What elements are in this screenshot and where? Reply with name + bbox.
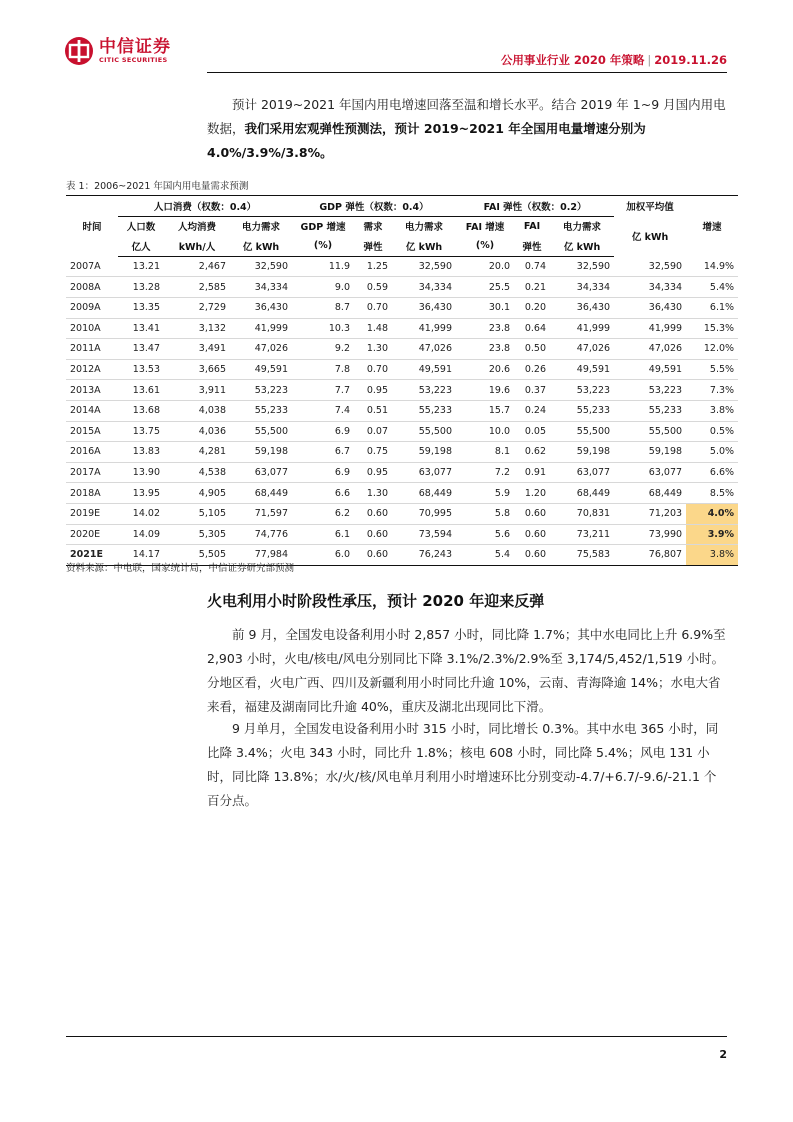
table-cell: 47,026 [392,339,456,360]
header-weighted: 加权平均值 [614,196,686,217]
table-cell: 55,233 [550,400,614,421]
row-year: 2020E [66,524,118,545]
table-cell: 8.1 [456,442,514,463]
table-cell: 3,491 [164,339,230,360]
table-cell: 0.60 [514,524,550,545]
table-cell: 0.60 [514,503,550,524]
table-row [66,462,738,483]
table-cell: 3,665 [164,359,230,380]
table-cell: 13.21 [118,256,164,277]
logo-english-name: CITIC SECURITIES [99,56,168,64]
header-fai: FAI 弹性（权数：0.2） [456,196,614,217]
unit-label: (%) [292,236,354,256]
row-year: 2010A [66,318,118,339]
table-cell: 5,505 [164,545,230,566]
table-cell: 4,281 [164,442,230,463]
table-cell: 70,831 [550,503,614,524]
table-cell: 7.8 [292,359,354,380]
report-date: 2019.11.26 [654,53,727,67]
citic-logo [64,36,171,66]
table-cell: 1.30 [354,339,392,360]
table-cell: 0.60 [354,545,392,566]
table-cell: 4,538 [164,462,230,483]
unit-label: 弹性 [354,236,392,256]
header-population: 人口消费（权数：0.4） [118,196,292,217]
table-cell: 0.91 [514,462,550,483]
table-cell: 0.70 [354,297,392,318]
table-cell: 15.7 [456,400,514,421]
table-cell: 1.20 [514,483,550,504]
table-cell: 0.50 [514,339,550,360]
unit-label: 弹性 [514,236,550,256]
table-cell: 32,590 [392,256,456,277]
table-cell: 0.05 [514,421,550,442]
table-cell: 13.53 [118,359,164,380]
table-cell: 19.6 [456,380,514,401]
table-cell: 7.7 [292,380,354,401]
table-row [66,483,738,504]
table-cell: 3,132 [164,318,230,339]
table-cell: 77,984 [230,545,292,566]
table-cell: 71,597 [230,503,292,524]
table-cell: 2,585 [164,277,230,298]
row-year: 2018A [66,483,118,504]
header-time: 时间 [66,196,118,257]
table-cell: 49,591 [614,359,686,380]
unit-label: 亿 kWh [392,236,456,256]
table-cell: 36,430 [230,297,292,318]
intro-forecast-bold: 我们采用宏观弹性预测法，预计 2019~2021 年全国用电量增速分别为 4.0%/3.9%/3.8%。 [207,121,646,160]
table-cell: 55,500 [550,421,614,442]
unit-label: 亿人 [118,236,164,256]
table-cell: 5.4 [456,545,514,566]
table-cell: 55,233 [230,400,292,421]
row-year: 2007A [66,256,118,277]
subheader: FAI [523,220,541,232]
subheader: 需求 [363,222,383,234]
table-cell: 34,334 [230,277,292,298]
table-cell: 73,990 [614,524,686,545]
row-year: 2015A [66,421,118,442]
table-cell: 1.25 [354,256,392,277]
table-cell: 4,905 [164,483,230,504]
table-cell: 0.37 [514,380,550,401]
table-row [66,442,738,463]
table-cell: 47,026 [550,339,614,360]
table-cell: 0.5% [686,421,738,442]
table-cell: 34,334 [392,277,456,298]
table-cell: 13.83 [118,442,164,463]
table-cell: 1.30 [354,483,392,504]
table-cell: 5.6 [456,524,514,545]
table-cell: 53,223 [614,380,686,401]
row-year: 2009A [66,297,118,318]
table-cell: 0.75 [354,442,392,463]
page-number: 2 [719,1048,727,1061]
table-cell: 6.0 [292,545,354,566]
table-cell: 36,430 [550,297,614,318]
table-cell: 6.2 [292,503,354,524]
table-cell: 13.75 [118,421,164,442]
table-cell: 5.8 [456,503,514,524]
unit-label: 亿 kWh [631,232,669,244]
table-cell: 3.8% [686,545,738,566]
table-cell: 68,449 [614,483,686,504]
table-cell: 5,105 [164,503,230,524]
table-cell: 0.60 [354,503,392,524]
table-row [66,503,738,524]
unit-label: kWh/人 [164,236,230,256]
table-cell: 13.68 [118,400,164,421]
citic-logo-icon [64,36,94,66]
table-cell: 1.48 [354,318,392,339]
table-cell: 25.5 [456,277,514,298]
table-cell: 47,026 [614,339,686,360]
table-cell: 32,590 [230,256,292,277]
logo-chinese-name: 中信证券 [99,37,171,57]
table-cell: 59,198 [230,442,292,463]
table-cell: 14.02 [118,503,164,524]
table-cell: 0.26 [514,359,550,380]
table-cell: 14.09 [118,524,164,545]
subheader: 人口数 [126,222,156,234]
table-cell: 13.61 [118,380,164,401]
table-row [66,421,738,442]
table-cell: 53,223 [392,380,456,401]
demand-forecast-table [66,195,738,566]
table-cell: 8.5% [686,483,738,504]
row-year: 2014A [66,400,118,421]
table-cell: 75,583 [550,545,614,566]
table-cell: 71,203 [614,503,686,524]
subheader: 电力需求 [563,222,602,234]
table-cell: 63,077 [230,462,292,483]
table-cell: 0.64 [514,318,550,339]
row-year: 2019E [66,503,118,524]
table-cell: 49,591 [230,359,292,380]
table-cell: 68,449 [230,483,292,504]
table-cell: 55,233 [614,400,686,421]
paragraph-september-utilization: 9 月单月，全国发电设备利用小时 315 小时，同比增长 0.3%。其中水电 365 小时，同比降 3.4%；火电 343 小时，同比升 1.8%；核电 608 小时，同比降 5.4%；风电 131 小时，同比降 13.8%；水/火/核/风电单月利用小时增速环比分别变动-4.7/+6.7/-9.6/-21.1 个百分点。 [207,721,719,808]
table-cell: 74,776 [230,524,292,545]
table-title: 表 1：2006~2021 年国内用电量需求预测 [66,181,249,192]
table-cell: 13.41 [118,318,164,339]
intro-paragraph [207,93,727,165]
table-cell: 0.60 [354,524,392,545]
table-cell: 13.47 [118,339,164,360]
table-cell: 3.8% [686,400,738,421]
table-cell: 76,807 [614,545,686,566]
table-cell: 10.3 [292,318,354,339]
intro-text: 预计 2019~2021 年国内用电增速回落至温和增长水平。结合 2019 年 1~9 月国内用电数据， [207,97,726,136]
table-cell: 0.20 [514,297,550,318]
table-cell: 3.9% [686,524,738,545]
table-cell: 68,449 [550,483,614,504]
table-cell: 34,334 [614,277,686,298]
table-cell: 30.1 [456,297,514,318]
paragraph-ytd-utilization: 前 9 月，全国发电设备利用小时 2,857 小时，同比降 1.7%；其中水电同比上升 6.9%至 2,903 小时，火电/核电/风电分别同比下降 3.1%/2.3%/2.9%至 3,174/5,452/1,519 小时。分地区看，火电广西、四川及新疆利用小时同比升逾 10%，云南、青海降逾 14%；水电大省来看，福建及湖南同比升逾 40%，重庆及湖北出现同比下滑。 [207,627,726,714]
table-cell: 59,198 [614,442,686,463]
table-cell: 63,077 [550,462,614,483]
table-cell: 41,999 [614,318,686,339]
table-cell: 13.95 [118,483,164,504]
table-cell: 14.9% [686,256,738,277]
table-row [66,297,738,318]
table-cell: 6.7 [292,442,354,463]
table-cell: 0.21 [514,277,550,298]
report-header [501,52,727,68]
table-cell: 7.4 [292,400,354,421]
table-cell: 76,243 [392,545,456,566]
table-cell: 2,467 [164,256,230,277]
table-cell: 32,590 [550,256,614,277]
table-row [66,400,738,421]
table-cell: 5.0% [686,442,738,463]
table-row [66,256,738,277]
table-cell: 36,430 [392,297,456,318]
table-cell: 47,026 [230,339,292,360]
table-cell: 55,500 [230,421,292,442]
table-cell: 32,590 [614,256,686,277]
table-cell: 0.07 [354,421,392,442]
table-cell: 6.9 [292,421,354,442]
header-growth: 增速 [686,196,738,257]
table-cell: 13.35 [118,297,164,318]
table-cell: 13.90 [118,462,164,483]
table-row [66,339,738,360]
table-cell: 2,729 [164,297,230,318]
table-row [66,380,738,401]
table-cell: 7.3% [686,380,738,401]
row-year: 2021E [66,545,118,566]
row-year: 2013A [66,380,118,401]
table-cell: 55,500 [392,421,456,442]
table-cell: 49,591 [550,359,614,380]
row-year: 2016A [66,442,118,463]
unit-label: 亿 kWh [550,236,614,256]
table-cell: 36,430 [614,297,686,318]
table-cell: 12.0% [686,339,738,360]
table-cell: 59,198 [392,442,456,463]
table-cell: 4.0% [686,503,738,524]
table-cell: 53,223 [230,380,292,401]
subheader: 电力需求 [405,222,444,234]
table-cell: 55,233 [392,400,456,421]
table-cell: 11.9 [292,256,354,277]
table-row [66,359,738,380]
table-cell: 0.51 [354,400,392,421]
table-cell: 41,999 [550,318,614,339]
unit-label: 亿 kWh [230,236,292,256]
table-cell: 0.59 [354,277,392,298]
table-cell: 63,077 [392,462,456,483]
table-cell: 14.17 [118,545,164,566]
table-cell: 20.6 [456,359,514,380]
table-cell: 9.0 [292,277,354,298]
table-cell: 59,198 [550,442,614,463]
table-cell: 3,911 [164,380,230,401]
table-cell: 0.70 [354,359,392,380]
table-source: 资料来源：中电联，国家统计局，中信证券研究部预测 [66,563,295,574]
table-cell: 6.6 [292,483,354,504]
table-cell: 6.1% [686,297,738,318]
table-cell: 5.5% [686,359,738,380]
table-cell: 23.8 [456,339,514,360]
report-title: 公用事业行业 2020 年策略 [500,53,645,67]
table-cell: 41,999 [230,318,292,339]
table-body [66,256,738,565]
row-year: 2008A [66,277,118,298]
table-cell: 5.4% [686,277,738,298]
table-cell: 20.0 [456,256,514,277]
table-cell: 73,211 [550,524,614,545]
table-row [66,318,738,339]
table-cell: 0.24 [514,400,550,421]
row-year: 2012A [66,359,118,380]
section-heading: 火电利用小时阶段性承压，预计 2020 年迎来反弹 [207,592,545,610]
header-separator: | [647,53,652,67]
table-cell: 4,036 [164,421,230,442]
table-cell: 5.9 [456,483,514,504]
table-cell: 13.28 [118,277,164,298]
table-cell: 5,305 [164,524,230,545]
table-cell: 49,591 [392,359,456,380]
table-row [66,277,738,298]
table-cell: 6.6% [686,462,738,483]
table-cell: 70,995 [392,503,456,524]
table-cell: 15.3% [686,318,738,339]
table-cell: 6.9 [292,462,354,483]
header-gdp: GDP 弹性（权数：0.4） [292,196,456,217]
table-cell: 23.8 [456,318,514,339]
table-cell: 0.62 [514,442,550,463]
table-cell: 0.95 [354,462,392,483]
table-cell: 9.2 [292,339,354,360]
subheader: GDP 增速 [300,222,346,234]
table-cell: 0.74 [514,256,550,277]
table-cell: 63,077 [614,462,686,483]
subheader: 人均消费 [177,222,216,234]
table-cell: 4,038 [164,400,230,421]
table-cell: 41,999 [392,318,456,339]
row-year: 2011A [66,339,118,360]
table-cell: 8.7 [292,297,354,318]
table-cell: 7.2 [456,462,514,483]
table-cell: 10.0 [456,421,514,442]
table-cell: 68,449 [392,483,456,504]
footer-divider [66,1036,727,1037]
table-cell: 6.1 [292,524,354,545]
table-cell: 55,500 [614,421,686,442]
header-divider [207,72,727,73]
table-cell: 34,334 [550,277,614,298]
subheader: FAI 增速 [465,222,505,234]
row-year: 2017A [66,462,118,483]
table-cell: 53,223 [550,380,614,401]
table-cell: 0.95 [354,380,392,401]
subheader: 电力需求 [241,222,280,234]
table-row [66,524,738,545]
table-cell: 0.60 [514,545,550,566]
table-cell: 73,594 [392,524,456,545]
unit-label: (%) [456,236,514,256]
